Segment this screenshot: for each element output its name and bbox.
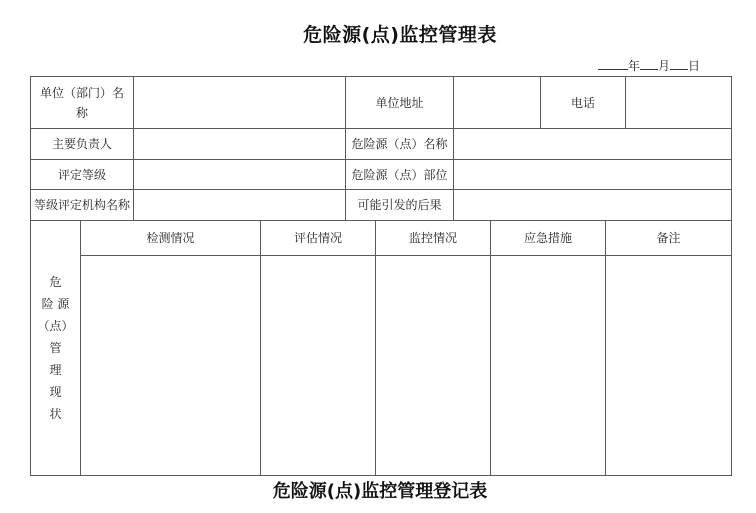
column-header-assessment: 评估情况: [261, 221, 376, 256]
unit-address-label: 单位地址: [346, 77, 454, 129]
hazard-name-value: [454, 129, 732, 160]
table-row: [31, 160, 732, 190]
emergency-value: [491, 256, 606, 476]
hazard-name-label: 危险源（点）名称: [346, 129, 454, 160]
side-label-line: 理: [49, 363, 62, 377]
unit-address-value: [454, 77, 541, 129]
column-header-remarks: 备注: [606, 221, 732, 256]
rating-agency-label: 等级评定机构名称: [31, 190, 134, 221]
date-year-blank: [598, 57, 628, 70]
phone-value: [626, 77, 732, 129]
date-day-blank: [670, 57, 688, 70]
detection-value: [81, 256, 261, 476]
unit-name-label: 单位（部门）名称: [31, 77, 134, 129]
rating-label: 评定等级: [31, 160, 134, 190]
remarks-value: [606, 256, 732, 476]
date-month-blank: [640, 57, 658, 70]
unit-name-value: [134, 77, 346, 129]
table-row: [31, 256, 732, 476]
rating-value: [134, 160, 346, 190]
table-row: [31, 77, 732, 129]
date-year-label: 年: [627, 59, 640, 73]
side-label-line: 危: [49, 275, 62, 289]
column-header-monitoring: 监控情况: [376, 221, 491, 256]
column-header-emergency: 应急措施: [491, 221, 606, 256]
table-row: [31, 221, 732, 256]
hazard-location-label: 危险源（点）部位: [346, 160, 454, 190]
side-label-line: 状: [49, 407, 62, 421]
consequences-label: 可能引发的后果: [346, 190, 454, 221]
side-label-line: 险 源: [41, 297, 70, 311]
date-month-label: 月: [657, 59, 670, 73]
side-label-line: 管: [49, 341, 62, 355]
side-label-line: 现: [49, 385, 62, 399]
table-row: [31, 129, 732, 160]
date-line: [560, 57, 700, 74]
column-header-detection: 检测情况: [81, 221, 261, 256]
date-day-label: 日: [687, 59, 700, 73]
rating-agency-value: [134, 190, 346, 221]
hazard-location-value: [454, 160, 732, 190]
footer-title: 危险源(点)监控管理登记表: [272, 481, 488, 502]
form-title: 危险源(点)监控管理表: [303, 24, 497, 46]
table-row: [31, 190, 732, 221]
principal-value: [134, 129, 346, 160]
phone-label: 电话: [541, 77, 626, 129]
assessment-value: [261, 256, 376, 476]
side-label-line: （点）: [37, 319, 74, 333]
management-status-label: [31, 221, 81, 476]
monitoring-value: [376, 256, 491, 476]
principal-label: 主要负责人: [31, 129, 134, 160]
hazard-monitoring-table: [30, 76, 732, 476]
consequences-value: [454, 190, 732, 221]
